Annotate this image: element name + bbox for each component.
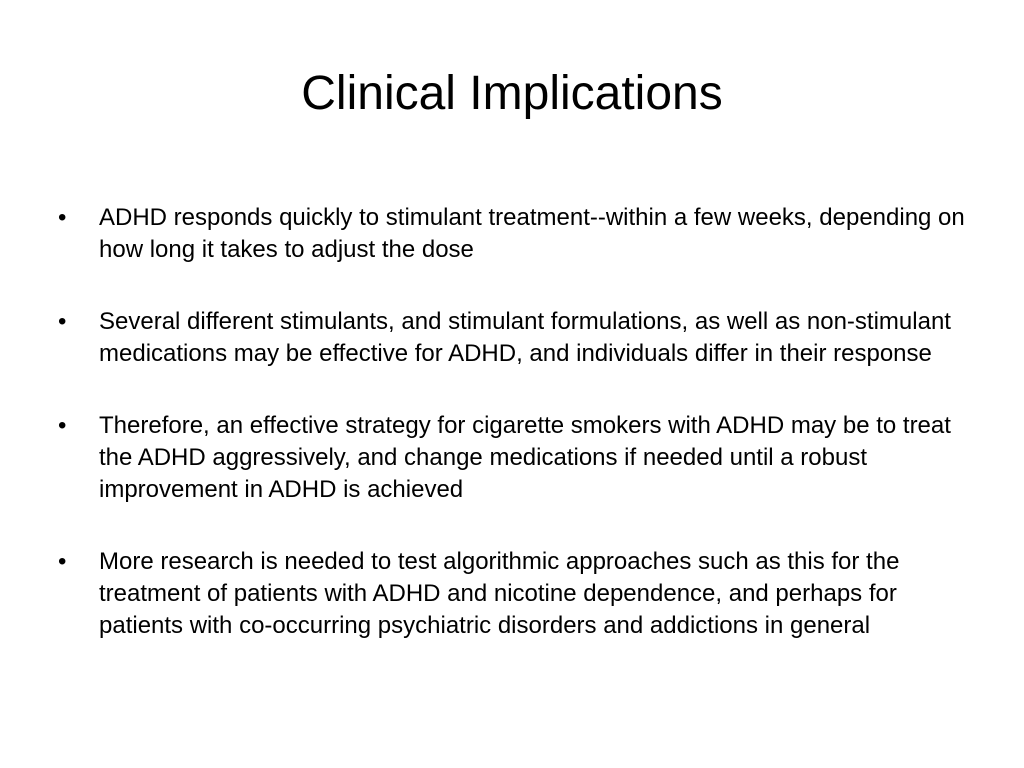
bullet-text: More research is needed to test algorithmic approaches such as this for the treatment of patients with ADHD and nicotine dependence, and perhaps for patients with co-occurring psychiatric disorders and addictions in general <box>99 548 900 639</box>
bullet-item <box>58 546 978 642</box>
bullet-item <box>58 410 978 506</box>
bullet-item <box>58 306 978 370</box>
bullet-icon: • <box>58 548 67 575</box>
slide-title: Clinical Implications <box>301 67 723 120</box>
bullet-text: Several different stimulants, and stimulant formulations, as well as non-stimulant medications may be effective for ADHD, and individuals differ in their response <box>99 308 951 367</box>
bullet-icon: • <box>58 412 67 439</box>
bullet-list <box>58 202 978 642</box>
bullet-item <box>58 202 978 266</box>
bullet-text: Therefore, an effective strategy for cigarette smokers with ADHD may be to treat the ADHD aggressively, and change medications if needed until a robust improvement in ADHD is achieved <box>99 412 951 503</box>
bullet-text: ADHD responds quickly to stimulant treatment--within a few weeks, depending on how long it takes to adjust the dose <box>99 204 965 263</box>
bullet-icon: • <box>58 204 67 231</box>
bullet-icon: • <box>58 308 67 335</box>
